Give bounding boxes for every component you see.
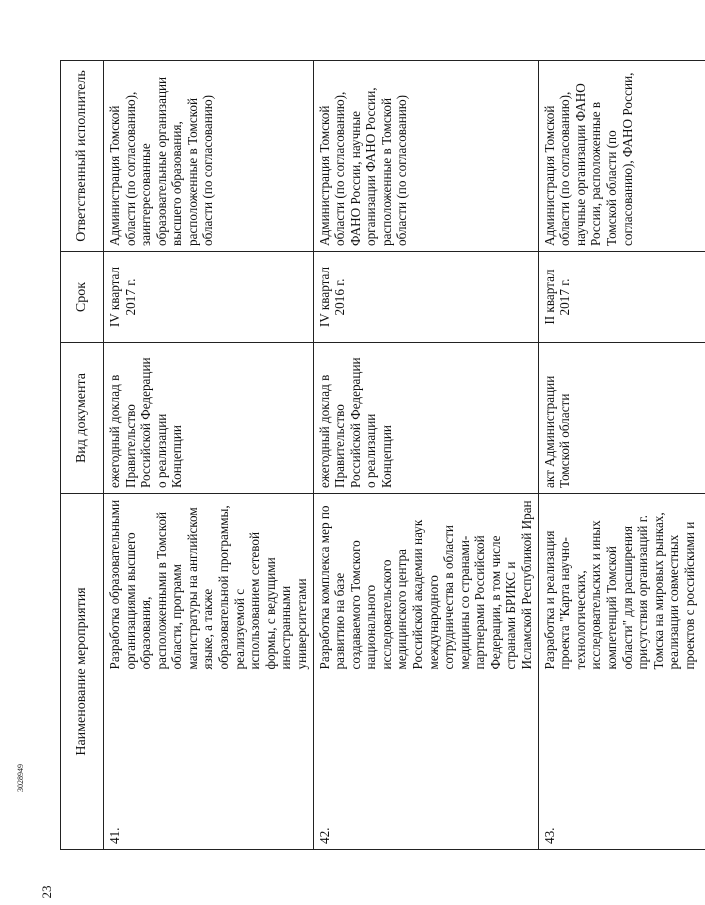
row-doc-type: акт Администрации Томской области bbox=[538, 343, 705, 494]
table-row bbox=[104, 61, 314, 850]
table-row bbox=[313, 61, 538, 850]
measures-table bbox=[60, 60, 705, 850]
row-executor: Администрация Томской области (по согласованию), ФАНО России, научные организации ФАНО России, расположенные в Томской области (по согласованию) bbox=[313, 61, 538, 252]
table-row bbox=[538, 61, 705, 850]
header-term: Срок bbox=[61, 252, 104, 343]
header-name: Наименование мероприятия bbox=[61, 494, 104, 850]
page-number-wrap bbox=[36, 440, 58, 899]
row-doc-type: ежегодный доклад в Правительство Российской Федерации о реализации Концепции bbox=[313, 343, 538, 494]
row-name: Разработка образовательными организациями высшего образования, расположенными в Томской области, программ магистратуры на английском языке, а также образовательной программы, реализуемой с использованием сетевой формы, с ведущими иностранными университетами bbox=[104, 494, 314, 672]
header-executor: Ответственный исполнитель bbox=[61, 61, 104, 252]
row-executor: Администрация Томской области (по согласованию), научные организации ФАНО России, расположенные в Томской области (по согласованию), ФАНО России, bbox=[538, 61, 705, 252]
row-name: Разработка и реализация проекта "Карта научно-технологических, исследовательских и иных компетенций Томской области" для расширения присутствия организаций г. Томска на мировых рынках, реализации совместных проектов с российскими и bbox=[538, 494, 705, 672]
header-doc-type: Вид документа bbox=[61, 343, 104, 494]
row-executor: Администрация Томской области (по согласованию), заинтересованные образовательные организации высшего образования, расположенные в Томской области (по согласованию) bbox=[104, 61, 314, 252]
row-term: IV квартал 2017 г. bbox=[104, 252, 314, 343]
rotated-page bbox=[60, 60, 697, 850]
table-stage bbox=[60, 60, 697, 850]
row-term: IV квартал 2016 г. bbox=[313, 252, 538, 343]
page-number: 23 bbox=[39, 885, 54, 899]
row-term: II квартал 2017 г. bbox=[538, 252, 705, 343]
document-code: 3028949 bbox=[16, 764, 25, 792]
row-number: 43. bbox=[538, 672, 705, 850]
table-header-row bbox=[61, 61, 104, 850]
row-doc-type: ежегодный доклад в Правительство Российской Федерации о реализации Концепции bbox=[104, 343, 314, 494]
row-number: 42. bbox=[313, 672, 538, 850]
row-name: Разработка комплекса мер по развитию на базе создаваемого Томского национального исследовательского медицинского центра Российской академии наук международного сотрудничества в области медицины со странами-партнерами Российской Федерации, в том числе странами БРИКС и Исламской Республикой Иран bbox=[313, 494, 538, 672]
row-number: 41. bbox=[104, 672, 314, 850]
